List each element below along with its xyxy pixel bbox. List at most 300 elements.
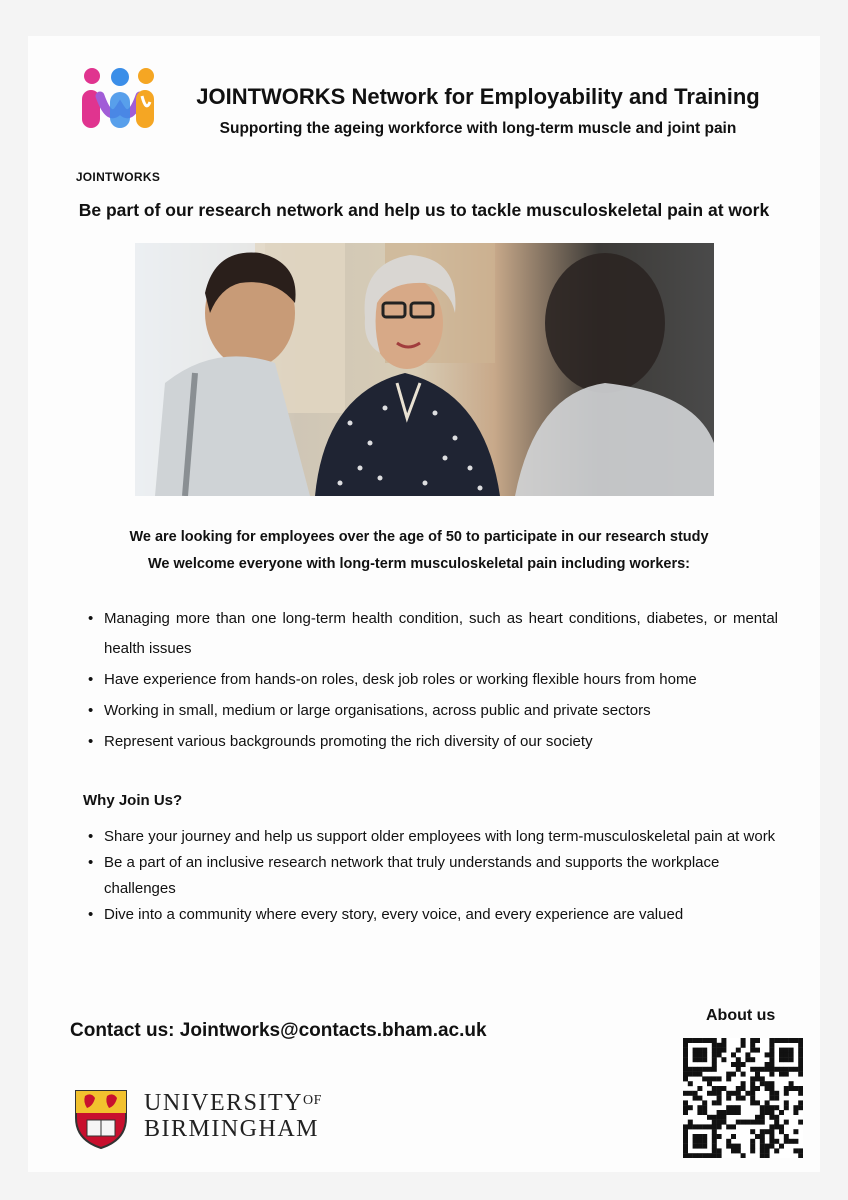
qr-module (688, 1105, 693, 1110)
qr-module (741, 1081, 746, 1086)
qr-module (769, 1072, 774, 1077)
qr-module (683, 1038, 688, 1043)
qr-module (736, 1148, 741, 1153)
qr-module (774, 1148, 779, 1153)
qr-module (683, 1043, 688, 1048)
qr-module (760, 1139, 765, 1144)
qr-module (784, 1057, 789, 1062)
qr-module (760, 1153, 765, 1158)
qr-module (765, 1100, 770, 1105)
qr-module (769, 1110, 774, 1115)
qr-module (755, 1076, 760, 1081)
qr-module (784, 1139, 789, 1144)
qr-module (741, 1062, 746, 1067)
qr-module (697, 1052, 702, 1057)
qr-module (683, 1072, 688, 1077)
qr-module (736, 1120, 741, 1125)
qr-module (693, 1067, 698, 1072)
qr-module (774, 1105, 779, 1110)
qr-module (693, 1139, 698, 1144)
qr-module (760, 1129, 765, 1134)
qr-module (779, 1110, 784, 1115)
qr-module (688, 1038, 693, 1043)
qr-module (765, 1067, 770, 1072)
qr-module (750, 1129, 755, 1134)
why-join-list (88, 824, 778, 928)
qr-module (793, 1038, 798, 1043)
qr-module (760, 1148, 765, 1153)
qr-module (721, 1086, 726, 1091)
qr-module (798, 1148, 803, 1153)
qr-module (712, 1144, 717, 1149)
qr-module (784, 1052, 789, 1057)
qr-module (760, 1120, 765, 1125)
qr-module (707, 1124, 712, 1129)
qr-module (736, 1057, 741, 1062)
qr-module (784, 1048, 789, 1053)
qr-module (789, 1057, 794, 1062)
qr-module (750, 1081, 755, 1086)
qr-module (702, 1134, 707, 1139)
qr-module (798, 1100, 803, 1105)
qr-module (765, 1110, 770, 1115)
qr-module (793, 1139, 798, 1144)
qr-module (750, 1148, 755, 1153)
qr-module (717, 1052, 722, 1057)
qr-module (702, 1048, 707, 1053)
qr-module (784, 1072, 789, 1077)
qr-module (693, 1153, 698, 1158)
qr-module (755, 1100, 760, 1105)
qr-module (683, 1134, 688, 1139)
qr-module (798, 1038, 803, 1043)
qr-module (726, 1144, 731, 1149)
qr-module (750, 1100, 755, 1105)
qr-module (755, 1048, 760, 1053)
qr-module (712, 1086, 717, 1091)
qr-module (774, 1096, 779, 1101)
qr-module (688, 1124, 693, 1129)
qr-module (765, 1086, 770, 1091)
qr-module (745, 1057, 750, 1062)
university-of: OF (303, 1093, 322, 1108)
qr-module (784, 1086, 789, 1091)
qr-module (683, 1129, 688, 1134)
qr-module (760, 1105, 765, 1110)
qr-module (731, 1148, 736, 1153)
qr-module (750, 1086, 755, 1091)
qr-module (702, 1100, 707, 1105)
qr-module (769, 1081, 774, 1086)
qr-module (688, 1072, 693, 1077)
qr-module (693, 1048, 698, 1053)
qr-module (750, 1057, 755, 1062)
qr-module (683, 1148, 688, 1153)
page-title: JOINTWORKS Network for Employability and Training (196, 84, 760, 109)
qr-module (755, 1067, 760, 1072)
qr-code[interactable] (683, 1038, 803, 1158)
qr-module (726, 1072, 731, 1077)
list-item: • Working in small, medium or large organisations, across public and private sectors (88, 696, 778, 726)
qr-module (765, 1153, 770, 1158)
qr-module (760, 1067, 765, 1072)
qr-module (712, 1067, 717, 1072)
qr-module (697, 1072, 702, 1077)
qr-module (707, 1076, 712, 1081)
qr-module (697, 1038, 702, 1043)
qr-module (726, 1091, 731, 1096)
qr-module (798, 1062, 803, 1067)
qr-module (798, 1057, 803, 1062)
qr-module (755, 1134, 760, 1139)
qr-module (712, 1153, 717, 1158)
qr-module (717, 1110, 722, 1115)
photo-illustration (135, 243, 714, 496)
qr-module (717, 1148, 722, 1153)
qr-module (712, 1148, 717, 1153)
jointworks-logo (68, 66, 168, 184)
qr-module (702, 1076, 707, 1081)
qr-module (736, 1091, 741, 1096)
qr-module (769, 1067, 774, 1072)
qr-module (697, 1139, 702, 1144)
qr-module (712, 1057, 717, 1062)
qr-module (741, 1153, 746, 1158)
qr-module (717, 1100, 722, 1105)
qr-module (702, 1052, 707, 1057)
qr-module (683, 1091, 688, 1096)
qr-module (712, 1124, 717, 1129)
qr-module (717, 1043, 722, 1048)
qr-module (731, 1134, 736, 1139)
qr-module (717, 1134, 722, 1139)
qr-module (736, 1067, 741, 1072)
qr-module (697, 1067, 702, 1072)
qr-module (683, 1100, 688, 1105)
qr-module (697, 1086, 702, 1091)
qr-module (736, 1144, 741, 1149)
qr-module (693, 1091, 698, 1096)
qr-module (702, 1067, 707, 1072)
qr-module (726, 1076, 731, 1081)
qr-module (779, 1072, 784, 1077)
qr-module (798, 1072, 803, 1077)
qr-module (693, 1052, 698, 1057)
qr-module (683, 1052, 688, 1057)
qr-module (712, 1076, 717, 1081)
office-meeting-photo (135, 243, 714, 496)
qr-module (774, 1091, 779, 1096)
qr-module (745, 1091, 750, 1096)
intro-line-2: We welcome everyone with long-term musculoskeletal pain including workers: (147, 556, 690, 572)
qr-module (750, 1096, 755, 1101)
qr-module (769, 1096, 774, 1101)
qr-module (712, 1100, 717, 1105)
qr-module (769, 1139, 774, 1144)
qr-module (779, 1048, 784, 1053)
tagline: Be part of our research network and help us to tackle musculoskeletal pain at work (78, 200, 770, 220)
qr-module (784, 1105, 789, 1110)
university-word: UNIVERSITY (144, 1090, 303, 1116)
qr-module (798, 1086, 803, 1091)
qr-module (726, 1124, 731, 1129)
qr-module (688, 1081, 693, 1086)
qr-module (798, 1091, 803, 1096)
qr-module (789, 1052, 794, 1057)
qr-module (721, 1115, 726, 1120)
qr-module (760, 1076, 765, 1081)
qr-module (697, 1057, 702, 1062)
qr-module (683, 1057, 688, 1062)
qr-module (798, 1105, 803, 1110)
qr-module (769, 1091, 774, 1096)
qr-module (798, 1120, 803, 1125)
qr-module (793, 1067, 798, 1072)
qr-module (736, 1062, 741, 1067)
qr-module (769, 1115, 774, 1120)
list-item: • Represent various backgrounds promoting the rich diversity of our society (88, 727, 778, 757)
qr-module (683, 1124, 688, 1129)
qr-module (707, 1081, 712, 1086)
qr-module (712, 1052, 717, 1057)
list-item: • Dive into a community where every story, every voice, and every experience are valued (88, 902, 778, 928)
qr-module (769, 1086, 774, 1091)
qr-module (798, 1067, 803, 1072)
qr-module (765, 1105, 770, 1110)
qr-module (750, 1048, 755, 1053)
qr-module (683, 1153, 688, 1158)
qr-module (798, 1052, 803, 1057)
qr-module (793, 1086, 798, 1091)
qr-module (683, 1076, 688, 1081)
page-subtitle: Supporting the ageing workforce with long-term muscle and joint pain (219, 120, 737, 137)
contact-email[interactable]: Contact us: Jointworks@contacts.bham.ac.uk (70, 1020, 487, 1041)
qr-module (712, 1139, 717, 1144)
qr-module (707, 1153, 712, 1158)
qr-module (789, 1139, 794, 1144)
qr-module (789, 1038, 794, 1043)
criteria-list (88, 604, 778, 758)
qr-module (741, 1043, 746, 1048)
qr-module (736, 1110, 741, 1115)
qr-module (779, 1038, 784, 1043)
qr-module (683, 1048, 688, 1053)
qr-module (712, 1062, 717, 1067)
qr-module (693, 1057, 698, 1062)
qr-module (741, 1120, 746, 1125)
qr-module (683, 1110, 688, 1115)
why-join-heading: Why Join Us? (83, 792, 183, 809)
qr-module (702, 1124, 707, 1129)
qr-module (774, 1115, 779, 1120)
qr-module (736, 1096, 741, 1101)
qr-module (798, 1043, 803, 1048)
qr-module (683, 1105, 688, 1110)
qr-module (712, 1115, 717, 1120)
qr-module (774, 1038, 779, 1043)
qr-module (683, 1067, 688, 1072)
university-name (144, 1088, 322, 1142)
qr-module (789, 1081, 794, 1086)
qr-module (769, 1038, 774, 1043)
qr-module (717, 1076, 722, 1081)
qr-module (769, 1043, 774, 1048)
qr-module (731, 1110, 736, 1115)
qr-module (755, 1038, 760, 1043)
qr-module (702, 1139, 707, 1144)
qr-module (683, 1144, 688, 1149)
qr-module (712, 1038, 717, 1043)
qr-module (731, 1144, 736, 1149)
qr-module (717, 1091, 722, 1096)
qr-module (789, 1067, 794, 1072)
qr-module (697, 1096, 702, 1101)
qr-module (688, 1153, 693, 1158)
qr-module (717, 1048, 722, 1053)
qr-module (760, 1115, 765, 1120)
qr-module (784, 1134, 789, 1139)
qr-module (726, 1105, 731, 1110)
qr-module (769, 1057, 774, 1062)
qr-module (736, 1048, 741, 1053)
qr-module (702, 1038, 707, 1043)
qr-module (697, 1124, 702, 1129)
qr-module (712, 1129, 717, 1134)
qr-module (721, 1110, 726, 1115)
qr-module (683, 1139, 688, 1144)
qr-module (712, 1048, 717, 1053)
qr-module (721, 1043, 726, 1048)
qr-module (697, 1048, 702, 1053)
qr-module (793, 1105, 798, 1110)
qr-module (741, 1072, 746, 1077)
qr-module (745, 1052, 750, 1057)
about-us-label: About us (706, 1007, 776, 1024)
qr-module (774, 1124, 779, 1129)
qr-module (736, 1105, 741, 1110)
qr-module (784, 1100, 789, 1105)
qr-module (712, 1134, 717, 1139)
qr-module (688, 1067, 693, 1072)
qr-module (693, 1134, 698, 1139)
qr-module (765, 1129, 770, 1134)
list-item: • Be a part of an inclusive research network that truly understands and supports the workplace challenges (88, 850, 778, 902)
qr-module (769, 1062, 774, 1067)
qr-module (765, 1052, 770, 1057)
qr-module (697, 1134, 702, 1139)
qr-module (760, 1144, 765, 1149)
qr-module (726, 1096, 731, 1101)
qr-module (707, 1067, 712, 1072)
list-item: • Have experience from hands-on roles, desk job roles or working flexible hours from home (88, 665, 778, 695)
qr-module (779, 1144, 784, 1149)
university-crest-icon (73, 1088, 129, 1150)
qr-module (693, 1124, 698, 1129)
qr-module (779, 1052, 784, 1057)
qr-module (779, 1057, 784, 1062)
qr-module (755, 1072, 760, 1077)
qr-module (688, 1091, 693, 1096)
qr-module (798, 1153, 803, 1158)
qr-module (707, 1115, 712, 1120)
qr-module (693, 1072, 698, 1077)
qr-module (702, 1144, 707, 1149)
qr-module (731, 1052, 736, 1057)
qr-module (769, 1144, 774, 1149)
qr-module (769, 1129, 774, 1134)
qr-module (741, 1038, 746, 1043)
qr-module (769, 1105, 774, 1110)
list-item: • Share your journey and help us support older employees with long term-musculoskeletal pain at work (88, 824, 778, 850)
qr-module (712, 1120, 717, 1125)
qr-module (779, 1124, 784, 1129)
intro-text (28, 524, 810, 578)
qr-module (688, 1120, 693, 1125)
logo-wordmark: JOINTWORKS (75, 170, 161, 184)
qr-module (721, 1120, 726, 1125)
qr-module (717, 1086, 722, 1091)
qr-module (721, 1048, 726, 1053)
qr-module (755, 1086, 760, 1091)
qr-module (784, 1067, 789, 1072)
list-item: • Managing more than one long-term health condition, such as heart conditions, diabetes, or mental health issues (88, 604, 778, 664)
qr-module (731, 1062, 736, 1067)
qr-module (693, 1096, 698, 1101)
qr-module (789, 1086, 794, 1091)
qr-module (702, 1153, 707, 1158)
qr-module (774, 1139, 779, 1144)
qr-module (779, 1129, 784, 1134)
qr-module (755, 1120, 760, 1125)
qr-module (721, 1057, 726, 1062)
jointworks-logo-icon (76, 66, 160, 130)
qr-module (697, 1110, 702, 1115)
qr-module (721, 1038, 726, 1043)
qr-module (693, 1144, 698, 1149)
qr-module (750, 1091, 755, 1096)
qr-module (774, 1067, 779, 1072)
qr-module (741, 1086, 746, 1091)
qr-module (765, 1144, 770, 1149)
qr-module (765, 1148, 770, 1153)
qr-module (712, 1043, 717, 1048)
qr-module (745, 1120, 750, 1125)
qr-module (731, 1105, 736, 1110)
qr-module (717, 1096, 722, 1101)
qr-module (683, 1062, 688, 1067)
qr-module (765, 1062, 770, 1067)
qr-module (726, 1139, 731, 1144)
qr-module (784, 1120, 789, 1125)
qr-module (750, 1043, 755, 1048)
qr-module (731, 1124, 736, 1129)
qr-module (769, 1052, 774, 1057)
qr-module (769, 1124, 774, 1129)
qr-module (750, 1120, 755, 1125)
qr-module (774, 1120, 779, 1125)
qr-module (736, 1086, 741, 1091)
intro-line-1: We are looking for employees over the age of 50 to participate in our research study (129, 529, 709, 545)
qr-module (750, 1139, 755, 1144)
qr-module (784, 1091, 789, 1096)
qr-module (697, 1153, 702, 1158)
qr-module (702, 1105, 707, 1110)
qr-module (760, 1134, 765, 1139)
qr-module (702, 1057, 707, 1062)
qr-module (789, 1048, 794, 1053)
qr-module (741, 1096, 746, 1101)
qr-module (793, 1110, 798, 1115)
